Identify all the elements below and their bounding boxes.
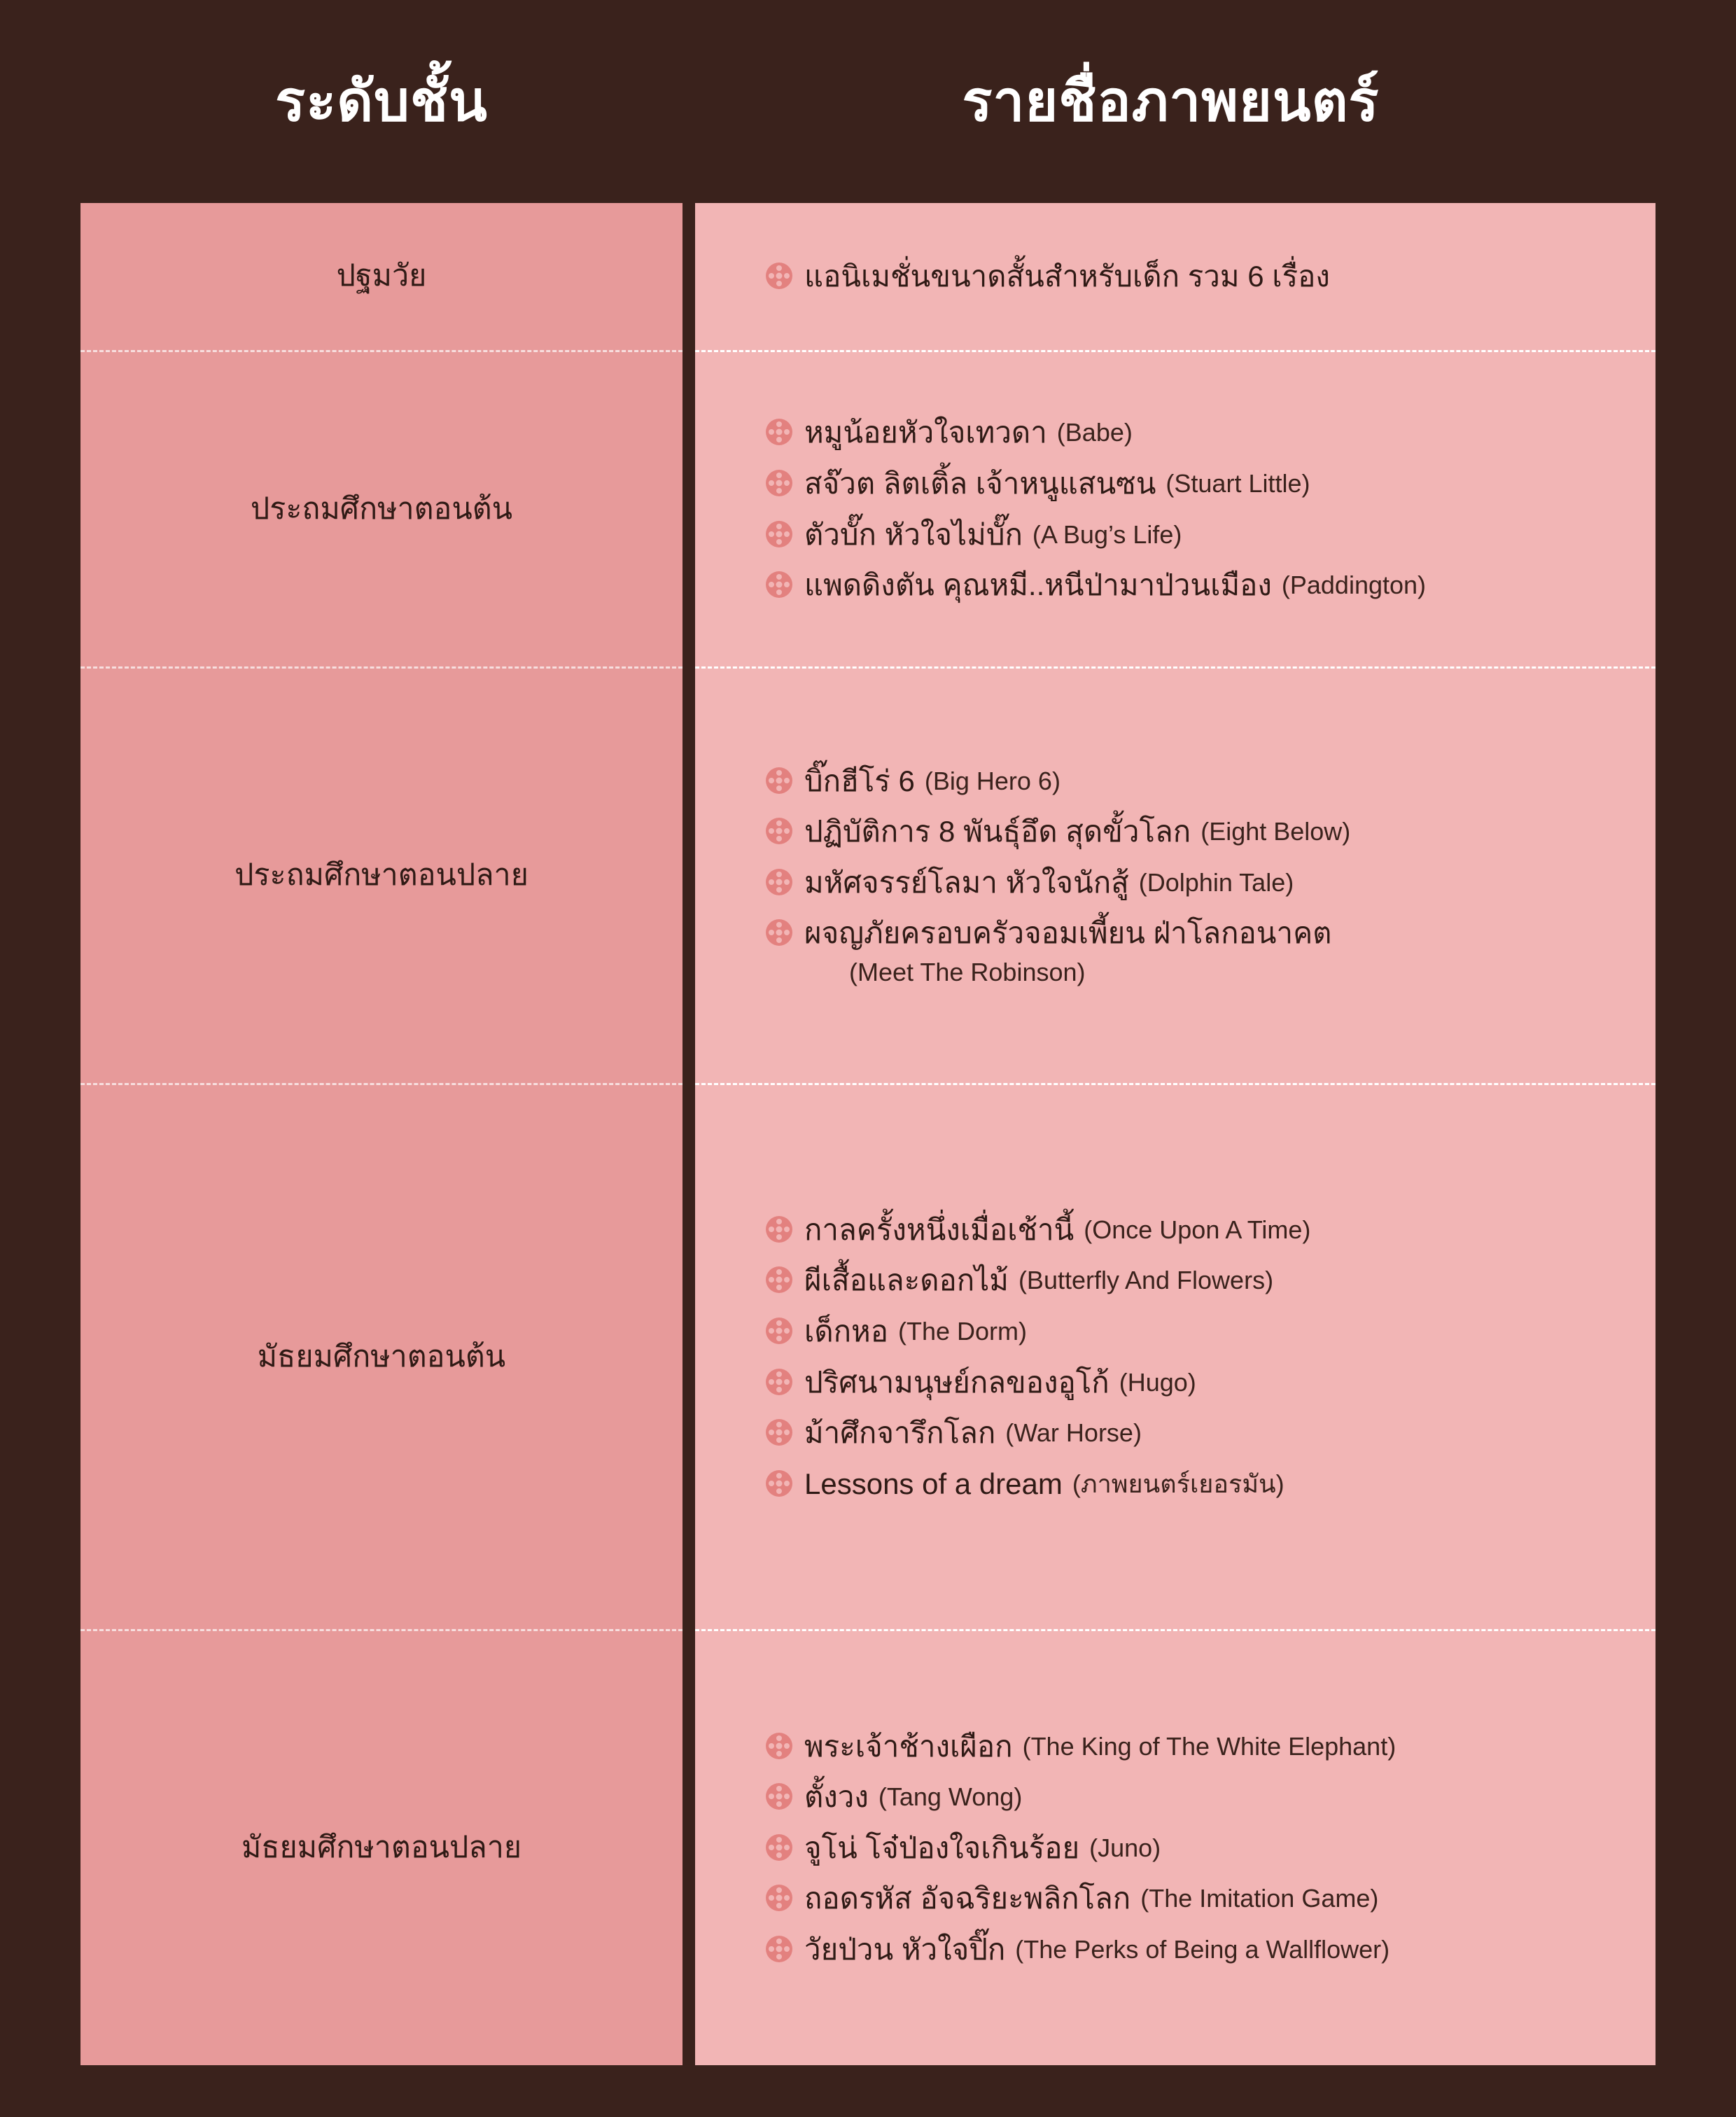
- movie-title-th: เด็กหอ: [804, 1314, 888, 1348]
- movie-title-th: พระเจ้าช้างเผือก: [804, 1729, 1013, 1763]
- movie-title-th: วัยป่วน หัวใจปิ๊ก: [804, 1932, 1006, 1966]
- level-label: มัธยมศึกษาตอนต้น: [257, 1339, 506, 1374]
- movie-title-en: (The Dorm): [897, 1316, 1027, 1346]
- movie-title-en: (Paddington): [1281, 571, 1427, 600]
- table-row: [80, 352, 682, 669]
- table-row: [80, 669, 682, 1085]
- movie-title-th: หมูน้อยหัวใจเทวดา: [804, 416, 1047, 449]
- page-title-level: ระดับชั้น: [275, 70, 488, 132]
- film-reel-icon: [765, 868, 793, 896]
- film-reel-icon: [765, 469, 793, 497]
- movie-title-th: แพดดิงตัน คุณหมี..หนีป่ามาป่วนเมือง: [804, 568, 1272, 602]
- film-reel-icon: [765, 767, 793, 795]
- page-title-movies: รายชื่อภาพยนตร์: [962, 70, 1380, 132]
- movie-title-th: ถอดรหัส อัจฉริยะพลิกโลก: [804, 1882, 1131, 1915]
- list-item: [765, 566, 1622, 605]
- movie-title-th: ปฏิบัติการ 8 พันธุ์อึด สุดขั้วโลก: [804, 815, 1191, 848]
- movie-title-th: แอนิเมชั่นขนาดสั้นสำหรับเด็ก รวม 6 เรื่อง: [804, 259, 1330, 293]
- film-reel-icon: [765, 1782, 793, 1810]
- level-label: มัธยมศึกษาตอนปลาย: [241, 1831, 522, 1865]
- film-reel-icon: [765, 1418, 793, 1446]
- table-header: [0, 0, 1736, 203]
- film-reel-icon: [765, 571, 793, 599]
- movie-title-th: ผีเสื้อและดอกไม้: [804, 1264, 1009, 1297]
- list-item: [765, 258, 1622, 296]
- movie-table: [80, 203, 1656, 2065]
- film-reel-icon: [765, 1732, 793, 1760]
- level-label: ปฐมวัย: [336, 259, 427, 293]
- list-item: [765, 1262, 1622, 1300]
- table-row: [695, 352, 1656, 669]
- movie-title-en: (Juno): [1089, 1833, 1161, 1862]
- film-reel-icon: [765, 1368, 793, 1396]
- movie-title-th: ผจญภัยครอบครัวจอมเพี้ยน ฝ่าโลกอนาคต: [804, 916, 1332, 950]
- movie-title-th: บิ๊กฮีโร่ 6: [804, 764, 915, 797]
- movie-title-th: ตัวบั๊ก หัวใจไม่บั๊ก: [804, 517, 1023, 551]
- table-row: [80, 1631, 682, 2065]
- film-reel-icon: [765, 1317, 793, 1345]
- film-reel-icon: [765, 262, 793, 290]
- movie-title-en: (Once Upon A Time): [1084, 1215, 1311, 1244]
- movie-title-en: (Stuart Little): [1166, 468, 1310, 498]
- movie-title-en: (Meet The Robinson): [849, 957, 1086, 986]
- table-row: [80, 1085, 682, 1631]
- film-reel-icon: [765, 817, 793, 845]
- movie-title-th: ม้าศึกจารึกโลก: [804, 1416, 996, 1450]
- movie-title-th: สจ๊วต ลิตเติ้ล เจ้าหนูแสนซน: [804, 466, 1156, 500]
- list-item: [765, 1880, 1622, 1918]
- list-item: [765, 465, 1622, 503]
- list-item: [765, 1829, 1622, 1868]
- list-item: [765, 1211, 1622, 1250]
- list-item: [765, 414, 1622, 452]
- list-item: [765, 1728, 1622, 1766]
- list-item: [765, 864, 1622, 902]
- movies-column: [695, 203, 1656, 2065]
- film-reel-icon: [765, 918, 793, 946]
- film-reel-icon: [765, 520, 793, 548]
- level-label: ประถมศึกษาตอนต้น: [250, 491, 513, 526]
- movie-title-en: (Tang Wong): [878, 1782, 1023, 1812]
- list-item: [765, 1414, 1622, 1453]
- list-item: [765, 1313, 1622, 1351]
- movie-title-en: (Dolphin Tale): [1138, 867, 1294, 897]
- table-row: [695, 203, 1656, 352]
- movie-title-en: (The Imitation Game): [1140, 1884, 1379, 1913]
- table-row: [80, 203, 682, 352]
- movie-title-en: (The Perks of Being a Wallflower): [1015, 1934, 1390, 1964]
- film-reel-icon: [765, 418, 793, 446]
- list-item: [765, 914, 1622, 989]
- table-row: [695, 669, 1656, 1085]
- movie-title-th: ตั้งวง: [804, 1780, 869, 1814]
- movie-title-en: (The King of The White Elephant): [1022, 1731, 1396, 1761]
- movie-title-en: (War Horse): [1005, 1418, 1142, 1448]
- header-left-cell: [80, 71, 682, 132]
- table-row: [695, 1631, 1656, 2065]
- film-reel-icon: [765, 1469, 793, 1497]
- film-reel-icon: [765, 1935, 793, 1963]
- film-reel-icon: [765, 1266, 793, 1294]
- list-item: [765, 1364, 1622, 1402]
- movie-title-en: (Eight Below): [1200, 817, 1351, 846]
- film-reel-icon: [765, 1833, 793, 1861]
- movie-title-en: (ภาพยนตร์เยอรมัน): [1072, 1469, 1284, 1498]
- list-item: [765, 813, 1622, 851]
- movie-title-th: จูโน่ โจ๋ป่องใจเกินร้อย: [804, 1831, 1080, 1864]
- level-label: ประถมศึกษาตอนปลาย: [234, 858, 528, 893]
- movie-title-en: (A Bug’s Life): [1032, 519, 1182, 549]
- movie-title-th: Lessons of a dream: [804, 1467, 1063, 1500]
- film-reel-icon: [765, 1884, 793, 1912]
- movie-title-th: กาลครั้งหนึ่งเมื่อเช้านี้: [804, 1213, 1074, 1246]
- level-column: [80, 203, 682, 2065]
- movie-title-en: (Hugo): [1119, 1367, 1196, 1397]
- table-row: [695, 1085, 1656, 1631]
- list-item: [765, 1778, 1622, 1817]
- list-item: [765, 516, 1622, 554]
- movie-title-en: (Butterfly And Flowers): [1018, 1266, 1274, 1295]
- film-reel-icon: [765, 1215, 793, 1243]
- list-item: [765, 1465, 1622, 1504]
- list-item: [765, 762, 1622, 801]
- movie-title-en: (Babe): [1056, 418, 1133, 447]
- list-item: [765, 1931, 1622, 1969]
- movie-title-th: ปริศนามนุษย์กลของอูโก้: [804, 1365, 1110, 1399]
- movie-title-th: มหัศจรรย์โลมา หัวใจนักสู้: [804, 865, 1129, 899]
- movie-title-en: (Big Hero 6): [924, 766, 1060, 795]
- header-right-cell: [682, 71, 1659, 132]
